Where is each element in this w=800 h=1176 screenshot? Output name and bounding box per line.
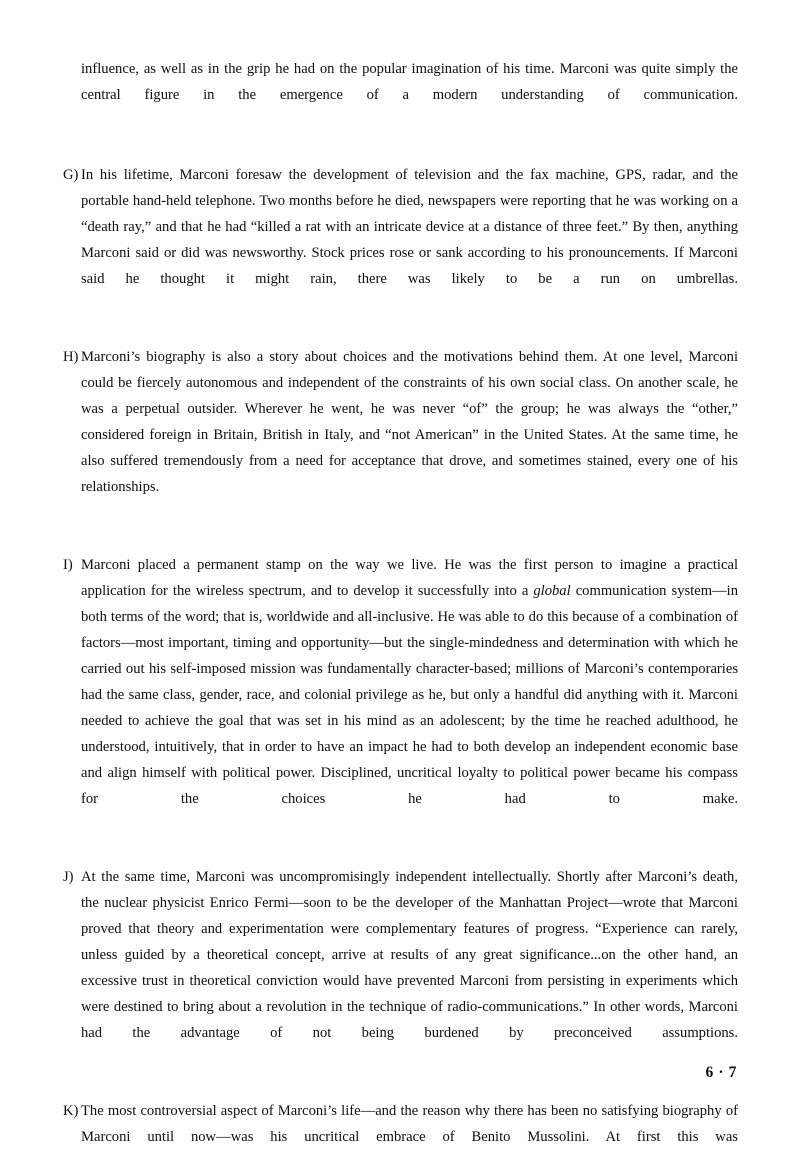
paragraph-label-i: I) <box>63 557 73 573</box>
paragraph-continuation <box>63 56 738 134</box>
paragraph-text-k: The most controversial aspect of Marconi’s life—and the reason why there has been no satisfying biography of Marconi until now—was his uncritical embrace of Benito Mussolini. At first this was <box>81 1103 738 1145</box>
page-number: 6 · 7 <box>705 1064 737 1081</box>
paragraph-i-text-after-italic: communication system—in both terms of the word; that is, worldwide and all-inclusive. He was able to do this because of a combination of factors—most important, timing and opportunity—but the single-mindedness and determination with which he carried out his self-imposed mission was fundamentally character-based; millions of Marconi’s contemporaries had the same class, gender, race, and colonial privilege as he, but only a handful did anything with it. Marconi needed to achieve the goal that was set in his mind as an adolescent; by the time he reached adulthood, he understood, intuitively, that in order to have an impact he had to both develop an independent economic base and align himself with political power. Disciplined, uncritical loyalty to political power became his compass for the choices he had to make. <box>81 583 739 807</box>
paragraph-h <box>63 344 738 526</box>
paragraph-k <box>63 1098 738 1176</box>
emphasis-global: global <box>533 583 571 599</box>
paragraph-text-g: In his lifetime, Marconi foresaw the development of television and the fax machine, GPS, radar, and the portable hand-held telephone. Two months before he died, newspapers were reporting that he was working on a “death ray,” and that he had “killed a rat with an intricate device at a distance of three feet.” By then, anything Marconi said or did was newsworthy. Stock prices rose or sank according to his pronouncements. If Marconi said he thought it might rain, there was likely to be a run on umbrellas. <box>81 167 738 287</box>
paragraph-text-h: Marconi’s biography is also a story about choices and the motivations behind them. At one level, Marconi could be fiercely autonomous and independent of the constraints of his own social class. On another scale, he was a perpetual outsider. Wherever he went, he was never “of” the group; he was always the “other,” considered foreign in Britain, British in Italy, and “not American” in the United States. At the same time, he also suffered tremendously from a need for acceptance that drove, and sometimes stained, every one of his relationships. <box>81 349 738 495</box>
paragraph-text-i <box>81 552 738 838</box>
paragraph-text-j: At the same time, Marconi was uncompromisingly independent intellectually. Shortly after Marconi’s death, the nuclear physicist Enrico Fermi—soon to be the developer of the Manhattan Project—wrote that Marconi proved that theory and experimentation were complementary features of progress. “Experience can rarely, unless guided by a theoretical concept, arrive at results of any great significance...on the other hand, an excessive trust in theoretical conviction would have prevented Marconi from persisting in experiments which were destined to bring about a revolution in the technique of radio-communications.” In other words, Marconi had the advantage of not being burdened by preconceived assumptions. <box>81 869 738 1041</box>
reading-passage <box>63 56 738 1176</box>
paragraph-text: influence, as well as in the grip he had on the popular imagination of his time. Marconi was quite simply the central figure in the emergence of a modern understanding of communication. <box>81 61 738 103</box>
paragraph-j <box>63 864 738 1072</box>
paragraph-i <box>63 552 738 838</box>
paragraph-label-k: K) <box>63 1103 79 1119</box>
paragraph-label-h: H) <box>63 349 79 365</box>
paragraph-g <box>63 162 738 318</box>
paragraph-label-g: G) <box>63 167 79 183</box>
paragraph-label-j: J) <box>63 869 74 885</box>
paragraph-i-text-before-italic: Marconi placed a permanent stamp on the way we live. He was the first person to imagine a practical application for the wireless spectrum, and to develop it successfully into a <box>81 557 738 599</box>
